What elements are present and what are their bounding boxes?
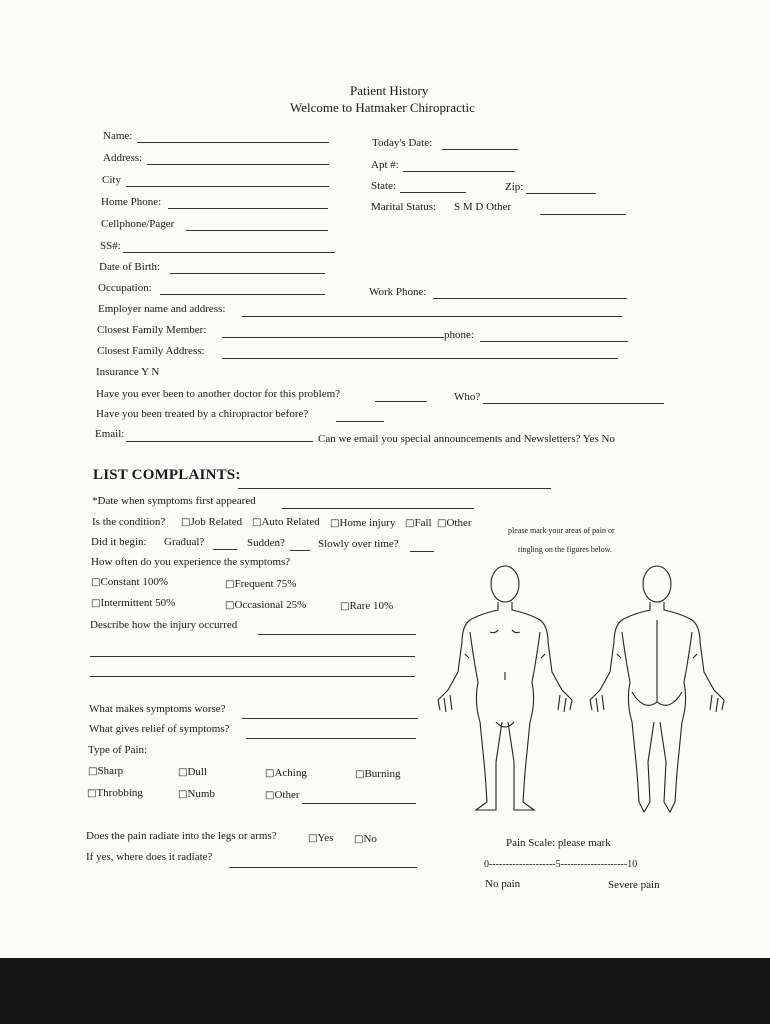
email-label: Email: xyxy=(95,428,125,440)
checkbox-sharp[interactable]: □ Sharp xyxy=(88,765,123,778)
checkbox-constant[interactable]: □ Constant 100% xyxy=(91,576,168,589)
back-body-figure[interactable] xyxy=(582,562,732,817)
address-label: Address: xyxy=(103,152,143,164)
family-phone-field[interactable] xyxy=(480,341,628,342)
state-field[interactable] xyxy=(400,192,466,193)
ssn-label: SS#: xyxy=(100,240,121,252)
checkbox-throbbing[interactable]: □ Throbbing xyxy=(87,787,143,800)
pain-scale-high-label: Severe pain xyxy=(608,879,660,891)
form-subtitle: Welcome to Hatmaker Chiropractic xyxy=(290,100,475,115)
begin-slowly-field[interactable] xyxy=(410,551,434,552)
checkbox-burning[interactable]: □ Burning xyxy=(355,768,401,781)
other-doctor-label: Have you ever been to another doctor for this problem? xyxy=(96,388,341,400)
work-phone-field[interactable] xyxy=(433,298,627,299)
cellphone-label: Cellphone/Pager xyxy=(101,218,175,230)
body-chart-instruction-2: tingling on the figures below. xyxy=(518,545,612,554)
newsletter-question[interactable]: Can we email you special announcements and Newsletters? Yes No xyxy=(318,433,615,445)
begin-gradual-label: Gradual? xyxy=(164,536,205,548)
occupation-label: Occupation: xyxy=(98,282,152,294)
checkbox-job-related[interactable]: □ Job Related xyxy=(181,516,242,529)
who-label: Who? xyxy=(454,391,481,403)
frequency-question: How often do you experience the symptoms? xyxy=(91,556,291,568)
apt-field[interactable] xyxy=(403,171,515,172)
home-phone-field[interactable] xyxy=(168,208,328,209)
who-field[interactable] xyxy=(483,403,664,404)
closest-family-address-label: Closest Family Address: xyxy=(97,345,205,357)
pain-scale-title: Pain Scale: please mark xyxy=(506,837,611,849)
family-phone-label: phone: xyxy=(444,329,474,341)
checkbox-intermittent[interactable]: □ Intermittent 50% xyxy=(91,597,175,610)
checkbox-aching[interactable]: □ Aching xyxy=(265,767,307,780)
marital-status-options[interactable]: S M D Other xyxy=(454,201,512,213)
condition-question: Is the condition? xyxy=(92,516,166,528)
begin-gradual-field[interactable] xyxy=(213,549,237,550)
begin-question: Did it begin: xyxy=(91,536,147,548)
checkbox-fall[interactable]: □ Fall xyxy=(405,517,432,530)
describe-injury-field-3[interactable] xyxy=(90,676,415,677)
radiate-question: Does the pain radiate into the legs or arms? xyxy=(86,830,277,842)
city-field[interactable] xyxy=(126,186,329,187)
pain-scale-bar[interactable]: 0--------------------5--------------------10 xyxy=(484,859,638,870)
closest-family-member-field[interactable] xyxy=(222,337,444,338)
marital-status-label: Marital Status: xyxy=(371,201,437,213)
dob-field[interactable] xyxy=(170,273,325,274)
checkbox-numb[interactable]: □ Numb xyxy=(178,788,215,801)
describe-injury-label: Describe how the injury occurred xyxy=(90,619,238,631)
begin-sudden-label: Sudden? xyxy=(247,537,285,549)
dob-label: Date of Birth: xyxy=(99,261,161,273)
todays-date-label: Today's Date: xyxy=(372,137,433,149)
scan-background-bar xyxy=(0,958,770,1024)
zip-label: Zip: xyxy=(505,181,524,193)
date-first-field[interactable] xyxy=(282,508,474,509)
zip-field[interactable] xyxy=(526,193,596,194)
worse-label: What makes symptoms worse? xyxy=(89,703,226,715)
checkbox-occasional[interactable]: □ Occasional 25% xyxy=(225,599,306,612)
complaints-field[interactable] xyxy=(238,488,551,489)
apt-label: Apt #: xyxy=(371,159,399,171)
closest-family-member-label: Closest Family Member: xyxy=(97,324,207,336)
name-label: Name: xyxy=(103,130,133,142)
body-chart-instruction-1: please mark your areas of pain or xyxy=(508,526,615,535)
insurance-label[interactable]: Insurance Y N xyxy=(96,366,160,378)
checkbox-pain-other[interactable]: □ Other xyxy=(265,789,300,802)
date-first-label: *Date when symptoms first appeared xyxy=(92,495,256,507)
marital-other-field[interactable] xyxy=(540,214,626,215)
cellphone-field[interactable] xyxy=(186,230,328,231)
name-field[interactable] xyxy=(137,142,329,143)
home-phone-label: Home Phone: xyxy=(101,196,162,208)
chiropractor-before-label: Have you been treated by a chiropractor before? xyxy=(96,408,309,420)
checkbox-radiate-yes[interactable]: □ Yes xyxy=(308,832,333,845)
worse-field[interactable] xyxy=(242,718,418,719)
checkbox-other[interactable]: □ Other xyxy=(437,517,472,530)
checkbox-frequent[interactable]: □ Frequent 75% xyxy=(225,578,296,591)
describe-injury-field-2[interactable] xyxy=(90,656,415,657)
closest-family-address-field[interactable] xyxy=(222,358,618,359)
pain-scale-low-label: No pain xyxy=(485,878,521,890)
type-of-pain-label: Type of Pain: xyxy=(88,744,148,756)
checkbox-auto-related[interactable]: □ Auto Related xyxy=(252,516,320,529)
state-label: State: xyxy=(371,180,397,192)
email-field[interactable] xyxy=(126,441,313,442)
chiropractor-before-field[interactable] xyxy=(336,421,384,422)
city-label: City xyxy=(102,174,121,186)
work-phone-label: Work Phone: xyxy=(369,286,427,298)
front-body-figure[interactable] xyxy=(430,562,580,817)
begin-sudden-field[interactable] xyxy=(290,550,310,551)
relief-label: What gives relief of symptoms? xyxy=(89,723,230,735)
checkbox-home-injury[interactable]: □ Home injury xyxy=(330,517,395,530)
begin-slowly-label: Slowly over time? xyxy=(318,538,399,550)
checkbox-rare[interactable]: □ Rare 10% xyxy=(340,600,393,613)
checkbox-dull[interactable]: □ Dull xyxy=(178,766,207,779)
employer-field[interactable] xyxy=(242,316,622,317)
address-field[interactable] xyxy=(147,164,329,165)
relief-field[interactable] xyxy=(246,738,416,739)
todays-date-field[interactable] xyxy=(442,149,518,150)
radiate-where-label: If yes, where does it radiate? xyxy=(86,851,213,863)
pain-other-field[interactable] xyxy=(302,803,416,804)
employer-label: Employer name and address: xyxy=(98,303,226,315)
ssn-field[interactable] xyxy=(123,252,335,253)
radiate-where-field[interactable] xyxy=(229,867,417,868)
checkbox-radiate-no[interactable]: □ No xyxy=(354,833,377,846)
describe-injury-field-1[interactable] xyxy=(258,634,416,635)
occupation-field[interactable] xyxy=(160,294,325,295)
other-doctor-field[interactable] xyxy=(375,401,427,402)
list-complaints-heading: LIST COMPLAINTS: xyxy=(93,467,241,483)
form-title: Patient History xyxy=(350,83,429,98)
